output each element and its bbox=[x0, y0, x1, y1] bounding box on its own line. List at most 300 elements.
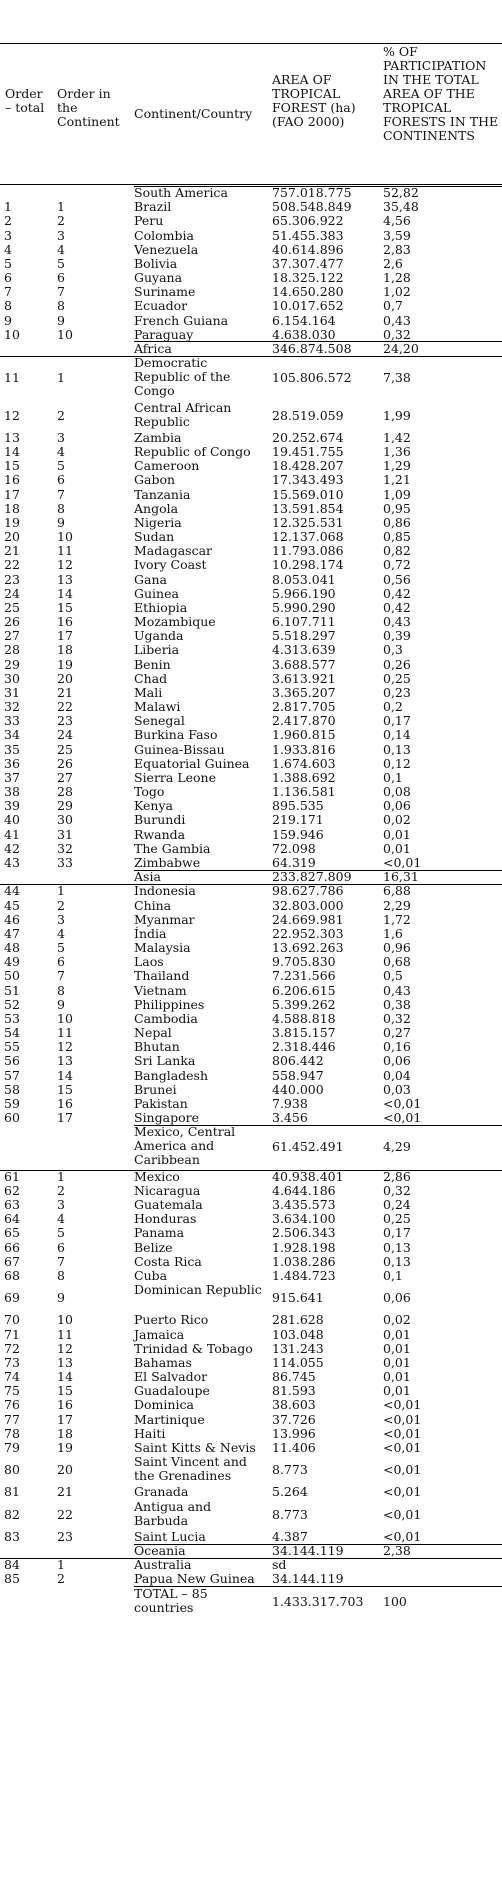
order-total-cell: 51 bbox=[4, 982, 20, 998]
order-continent-cell: 6 bbox=[57, 270, 65, 286]
order-continent-cell: 12 bbox=[57, 1039, 73, 1055]
pct-cell: 4,56 bbox=[383, 213, 411, 229]
area-cell: 219.171 bbox=[272, 812, 324, 828]
area-cell: sd bbox=[272, 1557, 287, 1573]
pct-cell: 0,08 bbox=[383, 784, 411, 800]
order-total-cell: 80 bbox=[4, 1462, 20, 1478]
order-continent-cell: 17 bbox=[57, 628, 73, 644]
pct-cell: <0,01 bbox=[383, 1110, 422, 1126]
country-name-cell: Guinea-Bissau bbox=[134, 741, 225, 757]
order-total-cell: 36 bbox=[4, 755, 20, 771]
order-total-cell: 54 bbox=[4, 1025, 20, 1041]
pct-cell: 0,32 bbox=[383, 1182, 411, 1198]
pct-cell: 0,43 bbox=[383, 614, 411, 630]
pct-cell: 0,17 bbox=[383, 713, 411, 729]
area-cell: 38.603 bbox=[272, 1397, 316, 1413]
order-continent-cell: 33 bbox=[57, 854, 73, 870]
pct-cell: 0,27 bbox=[383, 1025, 411, 1041]
area-cell: 28.519.059 bbox=[272, 407, 344, 423]
order-total-cell: 11 bbox=[4, 370, 20, 386]
order-total-cell: 67 bbox=[4, 1253, 20, 1269]
pct-cell: 0,25 bbox=[383, 1211, 411, 1227]
pct-cell: 0,56 bbox=[383, 571, 411, 587]
pct-cell: 7,38 bbox=[383, 370, 411, 386]
order-continent-cell: 22 bbox=[57, 699, 73, 715]
pct-cell: 0,85 bbox=[383, 529, 411, 545]
area-cell: 13.591.854 bbox=[272, 500, 344, 516]
order-total-cell: 41 bbox=[4, 826, 20, 842]
pct-cell: 0,43 bbox=[383, 312, 411, 328]
order-continent-cell: 20 bbox=[57, 1462, 73, 1478]
order-continent-cell: 14 bbox=[57, 1067, 73, 1083]
country-name-cell: Dominica bbox=[134, 1397, 194, 1413]
order-total-cell: 59 bbox=[4, 1095, 20, 1111]
pct-cell: <0,01 bbox=[383, 1462, 422, 1478]
country-name-cell: Antigua and Barbuda bbox=[134, 1498, 212, 1528]
order-continent-cell: 2 bbox=[57, 1182, 65, 1198]
pct-cell: 0,82 bbox=[383, 543, 411, 559]
area-cell: 17.343.493 bbox=[272, 472, 344, 488]
country-name-cell: Zambia bbox=[134, 429, 182, 445]
order-total-cell: 52 bbox=[4, 996, 20, 1012]
country-name-cell: Panama bbox=[134, 1225, 185, 1241]
order-continent-cell: 16 bbox=[57, 1397, 73, 1413]
order-total-cell: 32 bbox=[4, 699, 20, 715]
area-cell: 5.966.190 bbox=[272, 585, 336, 601]
area-cell: 13.692.263 bbox=[272, 940, 344, 955]
order-total-cell: 29 bbox=[4, 656, 20, 672]
order-total-cell: 62 bbox=[4, 1182, 20, 1198]
pct-cell: 0,13 bbox=[383, 1253, 411, 1269]
area-cell: 6.206.615 bbox=[272, 982, 336, 998]
pct-cell: 1,29 bbox=[383, 458, 411, 474]
area-cell: 8.053.041 bbox=[272, 571, 336, 587]
country-name-cell: Suriname bbox=[134, 284, 196, 300]
order-total-cell: 3 bbox=[4, 227, 12, 243]
continent-name-cell: Mexico, Central America and Caribbean bbox=[134, 1124, 236, 1168]
pct-cell: 0,38 bbox=[383, 996, 411, 1012]
order-continent-cell: 32 bbox=[57, 840, 73, 856]
pct-cell: 0,01 bbox=[383, 1369, 411, 1385]
country-name-cell: Guinea bbox=[134, 585, 179, 601]
order-continent-cell: 4 bbox=[57, 925, 65, 941]
country-name-cell: Bahamas bbox=[134, 1354, 192, 1370]
area-cell: 2.817.705 bbox=[272, 699, 336, 715]
order-total-cell: 42 bbox=[4, 840, 20, 856]
pct-cell: 0,01 bbox=[383, 1354, 411, 1370]
order-continent-cell: 3 bbox=[57, 1197, 65, 1213]
order-continent-cell: 17 bbox=[57, 1411, 73, 1427]
country-name-cell: Indonesia bbox=[134, 883, 196, 899]
order-continent-cell: 4 bbox=[57, 1211, 65, 1227]
pct-cell: 0,42 bbox=[383, 599, 411, 615]
order-total-cell: 22 bbox=[4, 557, 20, 573]
area-cell: 8.773 bbox=[272, 1462, 308, 1478]
pct-cell: 0,03 bbox=[383, 1081, 411, 1097]
pct-cell: 0,7 bbox=[383, 298, 403, 314]
country-name-cell: Brazil bbox=[134, 199, 172, 215]
country-name-cell: Cuba bbox=[134, 1267, 168, 1283]
order-total-cell: 9 bbox=[4, 312, 12, 328]
country-name-cell: Granada bbox=[134, 1484, 189, 1500]
pct-cell: <0,01 bbox=[383, 1397, 422, 1413]
area-cell: 10.017.652 bbox=[272, 298, 344, 314]
order-total-cell: 20 bbox=[4, 529, 20, 545]
country-name-cell: Nigeria bbox=[134, 514, 182, 530]
country-name-cell: Pakistan bbox=[134, 1095, 188, 1111]
order-total-cell: 7 bbox=[4, 284, 12, 300]
country-name-cell: Ethiopia bbox=[134, 599, 188, 615]
order-total-cell: 30 bbox=[4, 670, 20, 686]
pct-cell: 52,82 bbox=[383, 185, 419, 200]
country-name-cell: Guatemala bbox=[134, 1197, 203, 1213]
header-area: AREA OF TROPICAL FOREST (ha) (FAO 2000) bbox=[272, 72, 356, 129]
area-cell: 3.456 bbox=[272, 1110, 308, 1126]
order-total-cell: 10 bbox=[4, 326, 20, 342]
order-continent-cell: 18 bbox=[57, 642, 73, 658]
pct-cell: <0,01 bbox=[383, 1484, 422, 1500]
order-total-cell: 55 bbox=[4, 1039, 20, 1055]
order-total-cell: 81 bbox=[4, 1484, 20, 1500]
area-cell: 20.252.674 bbox=[272, 429, 344, 445]
country-name-cell: Malaysia bbox=[134, 940, 191, 955]
country-name-cell: Zimbabwe bbox=[134, 854, 201, 870]
order-total-cell: 27 bbox=[4, 628, 20, 644]
pct-cell: 4,29 bbox=[383, 1139, 411, 1155]
country-name-cell: Sierra Leone bbox=[134, 769, 217, 785]
country-name-cell: Bangladesh bbox=[134, 1067, 209, 1083]
country-name-cell: Uganda bbox=[134, 628, 184, 644]
country-name-cell: Mozambique bbox=[134, 614, 216, 630]
area-cell: 1.928.198 bbox=[272, 1239, 336, 1255]
order-continent-cell: 5 bbox=[57, 940, 65, 955]
area-cell: 1.484.723 bbox=[272, 1267, 336, 1283]
order-total-cell: 4 bbox=[4, 241, 12, 257]
pct-cell: 0,14 bbox=[383, 727, 411, 743]
total-rule bbox=[134, 1586, 502, 1587]
country-name-cell: Ivory Coast bbox=[134, 557, 207, 573]
pct-cell: 2,29 bbox=[383, 897, 411, 913]
pct-cell: 0,43 bbox=[383, 982, 411, 998]
order-total-cell: 40 bbox=[4, 812, 20, 828]
order-continent-cell: 8 bbox=[57, 298, 65, 314]
order-total-cell: 48 bbox=[4, 940, 20, 955]
order-total-cell: 1 bbox=[4, 199, 12, 215]
order-total-cell: 14 bbox=[4, 444, 20, 460]
country-name-cell: Benin bbox=[134, 656, 171, 672]
country-name-cell: Papua New Guinea bbox=[134, 1571, 255, 1587]
order-total-cell: 46 bbox=[4, 911, 20, 927]
pct-cell: 0,01 bbox=[383, 1326, 411, 1342]
order-total-cell: 19 bbox=[4, 514, 20, 530]
order-continent-cell: 7 bbox=[57, 968, 65, 984]
order-continent-cell: 13 bbox=[57, 571, 73, 587]
country-name-cell: Bolivia bbox=[134, 255, 178, 271]
order-continent-cell: 15 bbox=[57, 1383, 73, 1399]
area-cell: 12.137.068 bbox=[272, 529, 344, 545]
pct-cell: <0,01 bbox=[383, 1528, 422, 1544]
order-total-cell: 64 bbox=[4, 1211, 20, 1227]
order-total-cell: 2 bbox=[4, 213, 12, 229]
country-name-cell: Vietnam bbox=[134, 982, 187, 998]
pct-cell: 0,95 bbox=[383, 500, 411, 516]
area-cell: 12.325.531 bbox=[272, 514, 344, 530]
country-name-cell: Bhutan bbox=[134, 1039, 180, 1055]
order-continent-cell: 7 bbox=[57, 284, 65, 300]
order-continent-cell: 29 bbox=[57, 798, 73, 814]
order-total-cell: 45 bbox=[4, 897, 20, 913]
area-cell: 15.569.010 bbox=[272, 486, 344, 502]
area-cell: 4.313.639 bbox=[272, 642, 336, 658]
area-cell: 281.628 bbox=[272, 1312, 324, 1328]
order-continent-cell: 9 bbox=[57, 312, 65, 328]
country-name-cell: Singapore bbox=[134, 1110, 199, 1126]
area-cell: 131.243 bbox=[272, 1340, 324, 1356]
pct-cell: 0,04 bbox=[383, 1067, 411, 1083]
country-name-cell: Sudan bbox=[134, 529, 175, 545]
continent-name-cell: Asia bbox=[134, 869, 161, 885]
area-cell: 1.674.603 bbox=[272, 755, 336, 771]
order-total-cell: 38 bbox=[4, 784, 20, 800]
order-total-cell: 16 bbox=[4, 472, 20, 488]
pct-cell: <0,01 bbox=[383, 1411, 422, 1427]
pct-cell: 6,88 bbox=[383, 883, 411, 899]
area-cell: 3.634.100 bbox=[272, 1211, 336, 1227]
order-total-cell: 77 bbox=[4, 1411, 20, 1427]
order-continent-cell: 26 bbox=[57, 755, 73, 771]
area-cell: 114.055 bbox=[272, 1354, 324, 1370]
order-continent-cell: 13 bbox=[57, 1354, 73, 1370]
order-continent-cell: 8 bbox=[57, 982, 65, 998]
order-continent-cell: 21 bbox=[57, 684, 73, 700]
header-order-total: Order – total bbox=[5, 86, 45, 115]
order-total-cell: 34 bbox=[4, 727, 20, 743]
pct-cell: 0,32 bbox=[383, 1010, 411, 1026]
area-cell: 34.144.119 bbox=[272, 1543, 344, 1559]
order-total-cell: 78 bbox=[4, 1425, 20, 1441]
order-continent-cell: 24 bbox=[57, 727, 73, 743]
country-name-cell: Paraguay bbox=[134, 326, 194, 342]
pct-cell: 1,99 bbox=[383, 407, 411, 423]
pct-cell: 1,72 bbox=[383, 911, 411, 927]
area-cell: 4.644.186 bbox=[272, 1182, 336, 1198]
area-cell: 3.815.157 bbox=[272, 1025, 336, 1041]
order-total-cell: 58 bbox=[4, 1081, 20, 1097]
country-name-cell: Republic of Congo bbox=[134, 444, 251, 460]
order-total-cell: 63 bbox=[4, 1197, 20, 1213]
order-total-cell: 66 bbox=[4, 1239, 20, 1255]
order-total-cell: 28 bbox=[4, 642, 20, 658]
area-cell: 2.417.870 bbox=[272, 713, 336, 729]
pct-cell: 3,59 bbox=[383, 227, 411, 243]
order-continent-cell: 5 bbox=[57, 1225, 65, 1241]
pct-cell: 0,01 bbox=[383, 1340, 411, 1356]
pct-cell: 0,3 bbox=[383, 642, 403, 658]
order-total-cell: 74 bbox=[4, 1369, 20, 1385]
pct-cell: 2,6 bbox=[383, 255, 403, 271]
area-cell: 34.144.119 bbox=[272, 1571, 344, 1587]
order-total-cell: 50 bbox=[4, 968, 20, 984]
country-name-cell: Cambodia bbox=[134, 1010, 198, 1026]
area-cell: 3.613.921 bbox=[272, 670, 336, 686]
country-name-cell: Saint Kitts & Nevis bbox=[134, 1439, 256, 1455]
order-continent-cell: 11 bbox=[57, 1326, 73, 1342]
area-cell: 7.938 bbox=[272, 1095, 308, 1111]
area-cell: 86.745 bbox=[272, 1369, 316, 1385]
pct-cell: 0,2 bbox=[383, 699, 403, 715]
area-cell: 61.452.491 bbox=[272, 1139, 344, 1155]
order-total-cell: 21 bbox=[4, 543, 20, 559]
order-continent-cell: 18 bbox=[57, 1425, 73, 1441]
order-continent-cell: 2 bbox=[57, 407, 65, 423]
order-continent-cell: 23 bbox=[57, 1528, 73, 1544]
order-continent-cell: 8 bbox=[57, 500, 65, 516]
order-total-cell: 33 bbox=[4, 713, 20, 729]
order-continent-cell: 2 bbox=[57, 213, 65, 229]
pct-cell: 24,20 bbox=[383, 340, 419, 356]
country-name-cell: Liberia bbox=[134, 642, 180, 658]
country-name-cell: Puerto Rico bbox=[134, 1312, 209, 1328]
order-continent-cell: 6 bbox=[57, 1239, 65, 1255]
order-continent-cell: 9 bbox=[57, 996, 65, 1012]
order-total-cell: 70 bbox=[4, 1312, 20, 1328]
area-cell: 4.588.818 bbox=[272, 1010, 336, 1026]
order-continent-cell: 9 bbox=[57, 514, 65, 530]
country-name-cell: The Gambia bbox=[134, 840, 211, 856]
order-total-cell: 82 bbox=[4, 1506, 20, 1522]
pct-cell: 0,1 bbox=[383, 769, 403, 785]
order-continent-cell: 15 bbox=[57, 1081, 73, 1097]
pct-cell: <0,01 bbox=[383, 1095, 422, 1111]
order-total-cell: 56 bbox=[4, 1053, 20, 1069]
order-total-cell: 31 bbox=[4, 684, 20, 700]
order-total-cell: 13 bbox=[4, 429, 20, 445]
area-cell: 14.650.280 bbox=[272, 284, 344, 300]
area-cell: 1.433.317.703 bbox=[272, 1593, 364, 1609]
area-cell: 22.952.303 bbox=[272, 925, 344, 941]
country-name-cell: Malawi bbox=[134, 699, 181, 715]
continent-name-cell: Africa bbox=[134, 340, 172, 356]
area-cell: 4.638.030 bbox=[272, 326, 336, 342]
area-cell: 558.947 bbox=[272, 1067, 324, 1083]
section-rule bbox=[0, 1170, 502, 1171]
order-total-cell: 17 bbox=[4, 486, 20, 502]
pct-cell: 0,96 bbox=[383, 940, 411, 955]
area-cell: 1.960.815 bbox=[272, 727, 336, 743]
area-cell: 1.388.692 bbox=[272, 769, 336, 785]
pct-cell: 0,01 bbox=[383, 1383, 411, 1399]
order-continent-cell: 23 bbox=[57, 713, 73, 729]
pct-cell: 0,06 bbox=[383, 1053, 411, 1069]
order-continent-cell: 7 bbox=[57, 486, 65, 502]
pct-cell: 0,72 bbox=[383, 557, 411, 573]
pct-cell: 0,23 bbox=[383, 684, 411, 700]
order-continent-cell: 31 bbox=[57, 826, 73, 842]
order-continent-cell: 20 bbox=[57, 670, 73, 686]
order-continent-cell: 6 bbox=[57, 954, 65, 970]
order-continent-cell: 14 bbox=[57, 1369, 73, 1385]
country-name-cell: Haiti bbox=[134, 1425, 166, 1441]
area-cell: 2.506.343 bbox=[272, 1225, 336, 1241]
order-continent-cell: 12 bbox=[57, 557, 73, 573]
continent-name-cell: South America bbox=[134, 185, 228, 200]
pct-cell: 100 bbox=[383, 1593, 407, 1609]
order-total-cell: 5 bbox=[4, 255, 12, 271]
country-name-cell: Trinidad & Tobago bbox=[134, 1340, 253, 1356]
country-name-cell: Peru bbox=[134, 213, 164, 229]
area-cell: 9.705.830 bbox=[272, 954, 336, 970]
pct-cell: 0,13 bbox=[383, 741, 411, 757]
order-total-cell: 79 bbox=[4, 1439, 20, 1455]
area-cell: 440.000 bbox=[272, 1081, 324, 1097]
country-name-cell: Saint Lucia bbox=[134, 1528, 206, 1544]
pct-cell: 0,16 bbox=[383, 1039, 411, 1055]
area-cell: 51.455.383 bbox=[272, 227, 344, 243]
country-name-cell: Honduras bbox=[134, 1211, 197, 1227]
order-continent-cell: 3 bbox=[57, 227, 65, 243]
order-continent-cell: 11 bbox=[57, 543, 73, 559]
order-continent-cell: 8 bbox=[57, 1267, 65, 1283]
area-cell: 6.107.711 bbox=[272, 614, 336, 630]
area-cell: 757.018.775 bbox=[272, 185, 352, 200]
pct-cell: 1,09 bbox=[383, 486, 411, 502]
country-name-cell: Saint Vincent and the Grenadines bbox=[134, 1454, 247, 1484]
order-total-cell: 12 bbox=[4, 407, 20, 423]
country-name-cell: China bbox=[134, 897, 172, 913]
country-name-cell: Rwanda bbox=[134, 826, 186, 842]
order-continent-cell: 1 bbox=[57, 199, 65, 215]
pct-cell: 1,21 bbox=[383, 472, 411, 488]
area-cell: 915.641 bbox=[272, 1290, 324, 1306]
order-total-cell: 26 bbox=[4, 614, 20, 630]
order-continent-cell: 10 bbox=[57, 326, 73, 342]
country-name-cell: Burkina Faso bbox=[134, 727, 218, 743]
order-continent-cell: 5 bbox=[57, 255, 65, 271]
country-name-cell: Mali bbox=[134, 684, 163, 700]
order-total-cell: 61 bbox=[4, 1168, 20, 1184]
country-name-cell: Laos bbox=[134, 954, 164, 970]
order-total-cell: 6 bbox=[4, 270, 12, 286]
area-cell: 895.535 bbox=[272, 798, 324, 814]
pct-cell: 0,26 bbox=[383, 656, 411, 672]
area-cell: 159.946 bbox=[272, 826, 324, 842]
pct-cell: 0,06 bbox=[383, 798, 411, 814]
pct-cell: 1,6 bbox=[383, 925, 403, 941]
order-total-cell: 60 bbox=[4, 1110, 20, 1126]
order-total-cell: 84 bbox=[4, 1557, 20, 1573]
order-continent-cell: 2 bbox=[57, 897, 65, 913]
order-total-cell: 72 bbox=[4, 1340, 20, 1356]
order-total-cell: 75 bbox=[4, 1383, 20, 1399]
area-cell: 11.406 bbox=[272, 1439, 316, 1455]
area-cell: 13.996 bbox=[272, 1425, 316, 1441]
country-name-cell: Venezuela bbox=[134, 241, 199, 257]
area-cell: 103.048 bbox=[272, 1326, 324, 1342]
country-name-cell: Belize bbox=[134, 1239, 173, 1255]
area-cell: 233.827.809 bbox=[272, 869, 352, 885]
pct-cell: <0,01 bbox=[383, 1506, 422, 1522]
country-name-cell: Equatorial Guinea bbox=[134, 755, 250, 771]
area-cell: 40.614.896 bbox=[272, 241, 344, 257]
order-continent-cell: 10 bbox=[57, 1312, 73, 1328]
order-total-cell: 47 bbox=[4, 925, 20, 941]
area-cell: 3.688.577 bbox=[272, 656, 336, 672]
order-continent-cell: 11 bbox=[57, 1025, 73, 1041]
order-total-cell: 18 bbox=[4, 500, 20, 516]
country-name-cell: Costa Rica bbox=[134, 1253, 202, 1269]
pct-cell: 0,12 bbox=[383, 755, 411, 771]
order-total-cell: 68 bbox=[4, 1267, 20, 1283]
